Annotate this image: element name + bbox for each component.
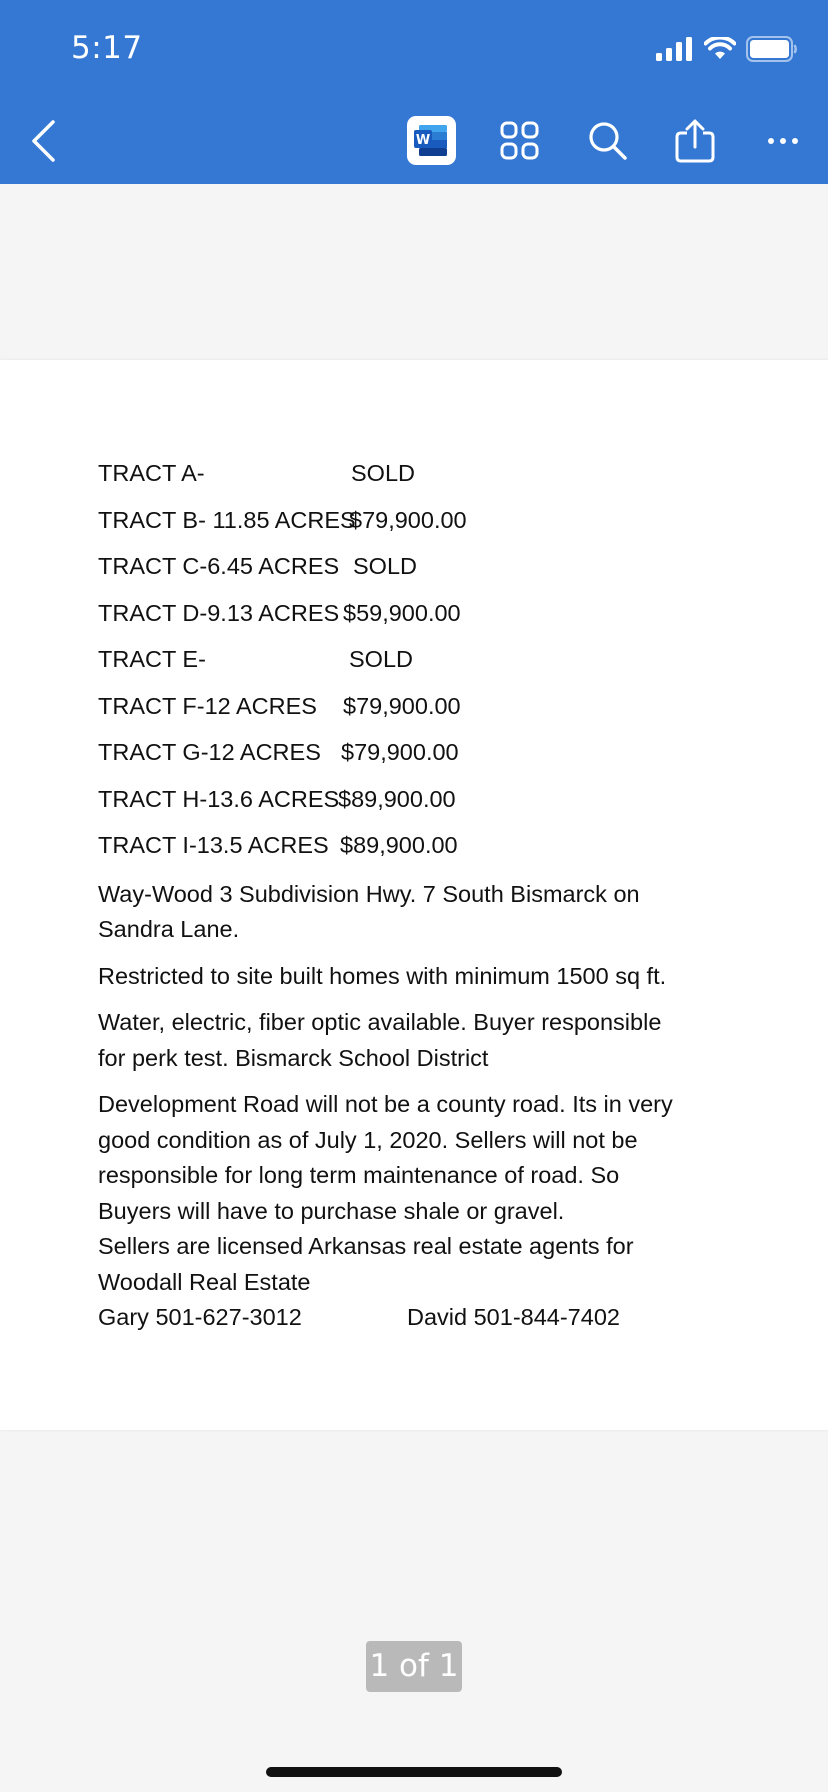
restriction-paragraph (98, 959, 738, 995)
home-indicator[interactable] (266, 1767, 562, 1777)
tract-value: $59,900.00 (343, 599, 461, 626)
location-line: Way-Wood 3 Subdivision Hwy. 7 South Bismarck on (98, 880, 640, 907)
location-paragraph (98, 877, 738, 948)
tract-value: $79,900.00 (341, 739, 459, 765)
contact-gary: Gary 501-627-3012 (98, 1304, 302, 1330)
tract-row (98, 784, 738, 831)
sellers-line: Woodall Real Estate (98, 1268, 311, 1295)
location-line: Sandra Lane. (98, 916, 240, 942)
word-icon-letter: W (415, 133, 431, 148)
tract-label: TRACT D-9.13 ACRES (98, 599, 340, 626)
tract-label: TRACT E- (98, 646, 206, 672)
tract-value: $79,900.00 (349, 506, 467, 533)
status-time: 5:17 (71, 30, 143, 66)
tract-row (98, 505, 738, 552)
contacts-line (98, 1300, 738, 1336)
tract-value: $89,900.00 (340, 832, 458, 858)
road-line: Buyers will have to purchase shale or gravel. (98, 1197, 565, 1224)
tract-label: TRACT F-12 ACRES (98, 692, 317, 719)
word-icon (407, 116, 456, 165)
tract-label: TRACT H-13.6 ACRES (98, 785, 340, 812)
tract-label: TRACT I-13.5 ACRES (98, 832, 329, 858)
tract-value: SOLD (353, 553, 417, 579)
back-button[interactable] (28, 118, 62, 164)
tract-label: TRACT C-6.45 ACRES (98, 553, 340, 579)
more-icon (764, 118, 804, 164)
road-paragraph (98, 1087, 738, 1300)
cellular-signal-icon (656, 37, 694, 61)
tract-row (98, 644, 738, 691)
tract-row (98, 691, 738, 738)
sellers-line: Sellers are licensed Arkansas real estate agents for (98, 1233, 634, 1259)
share-icon (672, 118, 718, 164)
battery-icon (746, 36, 798, 62)
top-bar (0, 0, 828, 184)
tract-value: SOLD (349, 646, 413, 672)
grid-view-button[interactable] (497, 118, 543, 164)
page-indicator: 1 of 1 (366, 1641, 462, 1692)
document-content (98, 458, 738, 1336)
tract-row (98, 737, 738, 784)
document-page (0, 360, 828, 1430)
tract-label: TRACT A- (98, 460, 205, 486)
tract-row (98, 458, 738, 505)
tract-label: TRACT B- 11.85 ACRES (98, 506, 356, 533)
tract-row (98, 598, 738, 645)
wifi-icon (704, 37, 736, 61)
chevron-left-icon (28, 118, 62, 164)
tract-label: TRACT G-12 ACRES (98, 739, 321, 765)
tract-value: SOLD (351, 460, 415, 486)
utilities-paragraph (98, 1005, 738, 1076)
tract-value: $79,900.00 (343, 692, 461, 719)
utilities-line: for perk test. Bismarck School District (98, 1044, 489, 1071)
grid-view-icon (497, 118, 543, 164)
search-button[interactable] (585, 118, 631, 164)
road-line: good condition as of July 1, 2020. Sellers will not be (98, 1126, 638, 1153)
tract-row (98, 830, 738, 877)
restriction-line: Restricted to site built homes with minimum 1500 sq ft. (98, 962, 667, 989)
search-icon (585, 118, 631, 164)
more-options-button[interactable] (764, 118, 804, 164)
contact-david: David 501-844-7402 (407, 1304, 620, 1330)
tract-value: $89,900.00 (338, 785, 456, 812)
utilities-line: Water, electric, fiber optic available. Buyer responsible (98, 1009, 662, 1035)
status-icons (656, 34, 798, 64)
tract-row (98, 551, 738, 598)
word-app-button[interactable] (407, 116, 456, 165)
road-line: responsible for long term maintenance of road. So (98, 1162, 620, 1188)
road-line: Development Road will not be a county road. Its in very (98, 1091, 673, 1117)
share-button[interactable] (672, 118, 718, 164)
